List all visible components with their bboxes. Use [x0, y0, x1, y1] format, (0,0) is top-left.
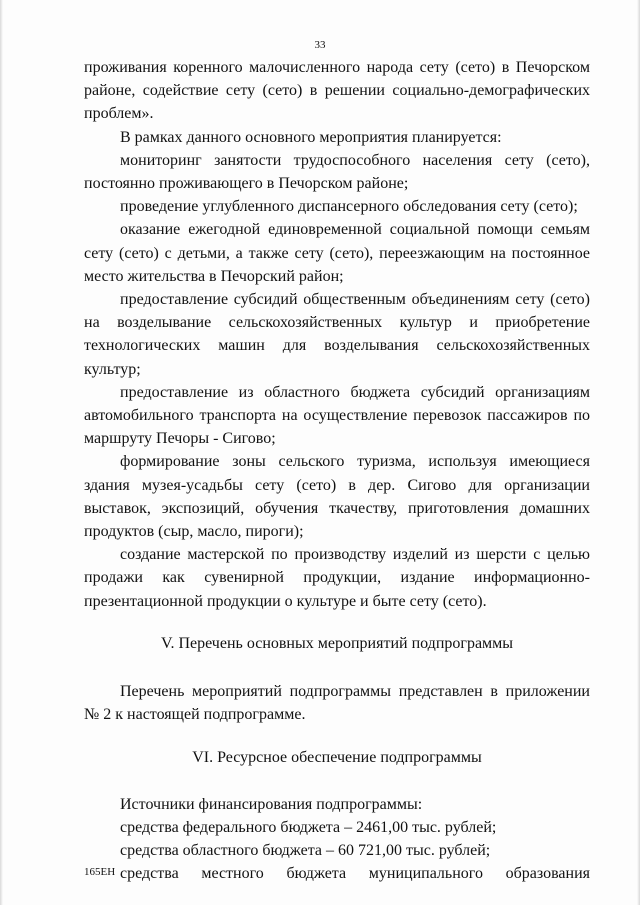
document-body — [84, 56, 590, 886]
paragraph-subsidies-transport: предоставление из областного бюджета субсидий организациям автомобильного транспорта на осуществление перевозок пассажиров по маршруту Печоры - Сигово; — [84, 383, 590, 448]
paragraph-intro: В рамках данного основного мероприятия планируется: — [120, 128, 502, 146]
funding-sources-label: Источники финансирования подпрограммы: — [120, 795, 423, 813]
page-number: 33 — [314, 39, 326, 51]
paragraph-continuation: проживания коренного малочисленного народа сету (сето) в Печорском районе, содействие сету (сето) в решении социально-демографических проблем». — [84, 59, 590, 123]
paragraph-subsidies-agriculture: предоставление субсидий общественным объединениям сету (сето) на возделывание сельскохозяйственных культур и приобретение технологических машин для возделывания сельскохозяйственных культур; — [84, 291, 590, 378]
funding-regional: средства областного бюджета – 60 721,00 тыс. рублей; — [120, 842, 491, 860]
funding-federal: средства федерального бюджета – 2461,00 тыс. рублей; — [120, 818, 497, 836]
funding-local: средства местного бюджета муниципального образования — [120, 865, 590, 883]
paragraph-social-aid: оказание ежегодной единовременной социальной помощи семьям сету (сето) с детьми, а также сету (сето), переезжающим на постоянное место жительства в Печорский район; — [84, 221, 590, 285]
footer-code: 165ЕН — [84, 866, 116, 878]
paragraph-medical-exam: проведение углубленного диспансерного обследования сету (сето); — [120, 198, 578, 216]
paragraph-workshop: создание мастерской по производству изделий из шерсти с целью продажи как сувенирной продукции, издание информационно-презентационной продукции о культуре и быте сету (сето). — [84, 546, 590, 610]
section-6-heading: VI. Ресурсное обеспечение подпрограммы — [192, 749, 482, 767]
paragraph-monitoring: мониторинг занятости трудоспособного населения сету (сето), постоянно проживающего в Печорском районе; — [84, 151, 590, 193]
scan-edge-left — [0, 0, 3, 905]
section-5-text: Перечень мероприятий подпрограммы представлен в приложении № 2 к настоящей подпрограмме. — [84, 683, 590, 724]
paragraph-rural-tourism: формирование зоны сельского туризма, используя имеющиеся здания музея-усадьбы сету (сето) в дер. Сигово для организации выставок, экспозиций, обучения ткачеству, приготовления домашних продуктов (сыр, масло, пироги); — [84, 453, 590, 541]
section-5-heading: V. Перечень основных мероприятий подпрограммы — [160, 634, 514, 652]
